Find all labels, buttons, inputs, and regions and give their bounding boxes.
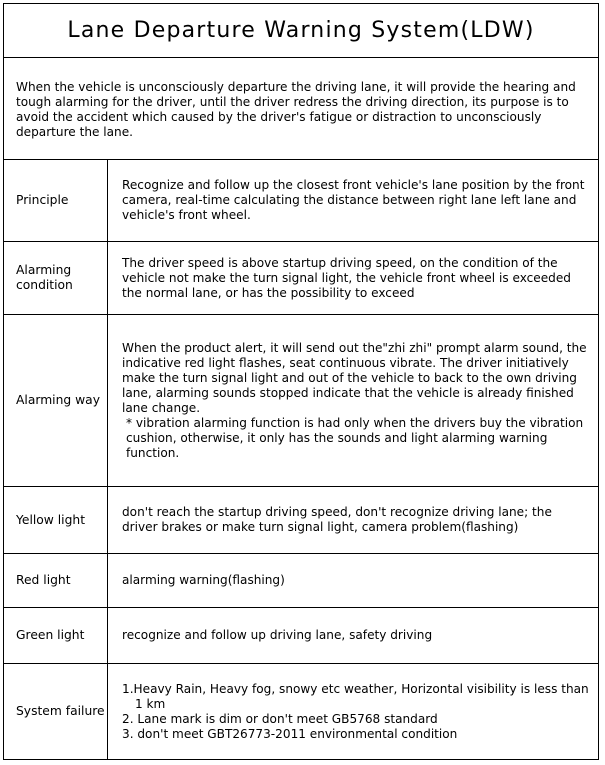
table-row-alarming-way [4,315,598,487]
yellow-light-text: don't reach the startup driving speed, don't recognize driving lane; the driver brakes or make turn signal light, camera problem(flashing) [122,505,552,534]
table-row-green-light [4,608,598,664]
row-value-red-light [109,554,598,607]
row-value-principle [109,160,598,241]
table-row-principle [4,160,598,242]
table-row-yellow-light [4,487,598,554]
row-label-green-light: Green light [4,608,108,663]
document-title: Lane Departure Warning System(LDW) [4,4,598,58]
row-value-alarming-condition [109,242,598,314]
row-label-alarming-way: Alarming way [4,315,108,486]
row-label-principle: Principle [4,160,108,241]
table-row-alarming-condition [4,242,598,315]
ldw-spec-table [3,3,599,760]
failure-item: 2. Lane mark is dim or don't meet GB5768 standard [122,711,438,726]
green-light-text: recognize and follow up driving lane, safety driving [122,628,433,642]
row-label-yellow-light: Yellow light [4,487,108,553]
failure-item: 1.Heavy Rain, Heavy fog, snowy etc weather, Horizontal visibility is less than 1 km [122,681,589,711]
principle-text: Recognize and follow up the closest front vehicle's lane position by the front camera, real-time calculating the distance between right lane left lane and vehicle's front wheel. [122,178,585,222]
row-value-green-light [109,608,598,663]
red-light-text: alarming warning(flashing) [122,573,285,587]
table-row-system-failure [4,664,598,759]
failure-item: 3. don't meet GBT26773-2011 environmental condition [122,726,458,741]
row-value-yellow-light [109,487,598,553]
alarming-condition-text: The driver speed is above startup driving speed, on the condition of the vehicle not make the turn signal light, the vehicle front wheel is exceeded the normal lane, or has the possibility to exceed [122,255,571,300]
table-row-red-light [4,554,598,608]
row-value-system-failure [109,664,598,759]
intro-paragraph: When the vehicle is unconsciously departure the driving lane, it will provide the hearing and tough alarming for the driver, until the driver redress the driving direction, its purpose is to avoid the accident which caused by the driver's fatigue or distraction to unconsciously departure the lane. [4,57,598,160]
row-value-alarming-way [109,315,598,486]
row-label-system-failure: System failure [4,664,108,759]
row-label-alarming-condition: Alarming condition [4,242,108,314]
row-label-red-light: Red light [4,554,108,607]
vibration-note: * vibration alarming function is had only when the drivers buy the vibration cushion, otherwise, it only has the sounds and light alarming warning function. [126,415,584,460]
alarming-way-text: When the product alert, it will send out the"zhi zhi" prompt alarm sound, the indicative red light flashes, seat continuous vibrate. The driver initiatively make the turn signal light and out of the vehicle to back to the own driving lane, alarming sounds stopped indicate that the vehicle is already finished lane change. [122,340,587,415]
